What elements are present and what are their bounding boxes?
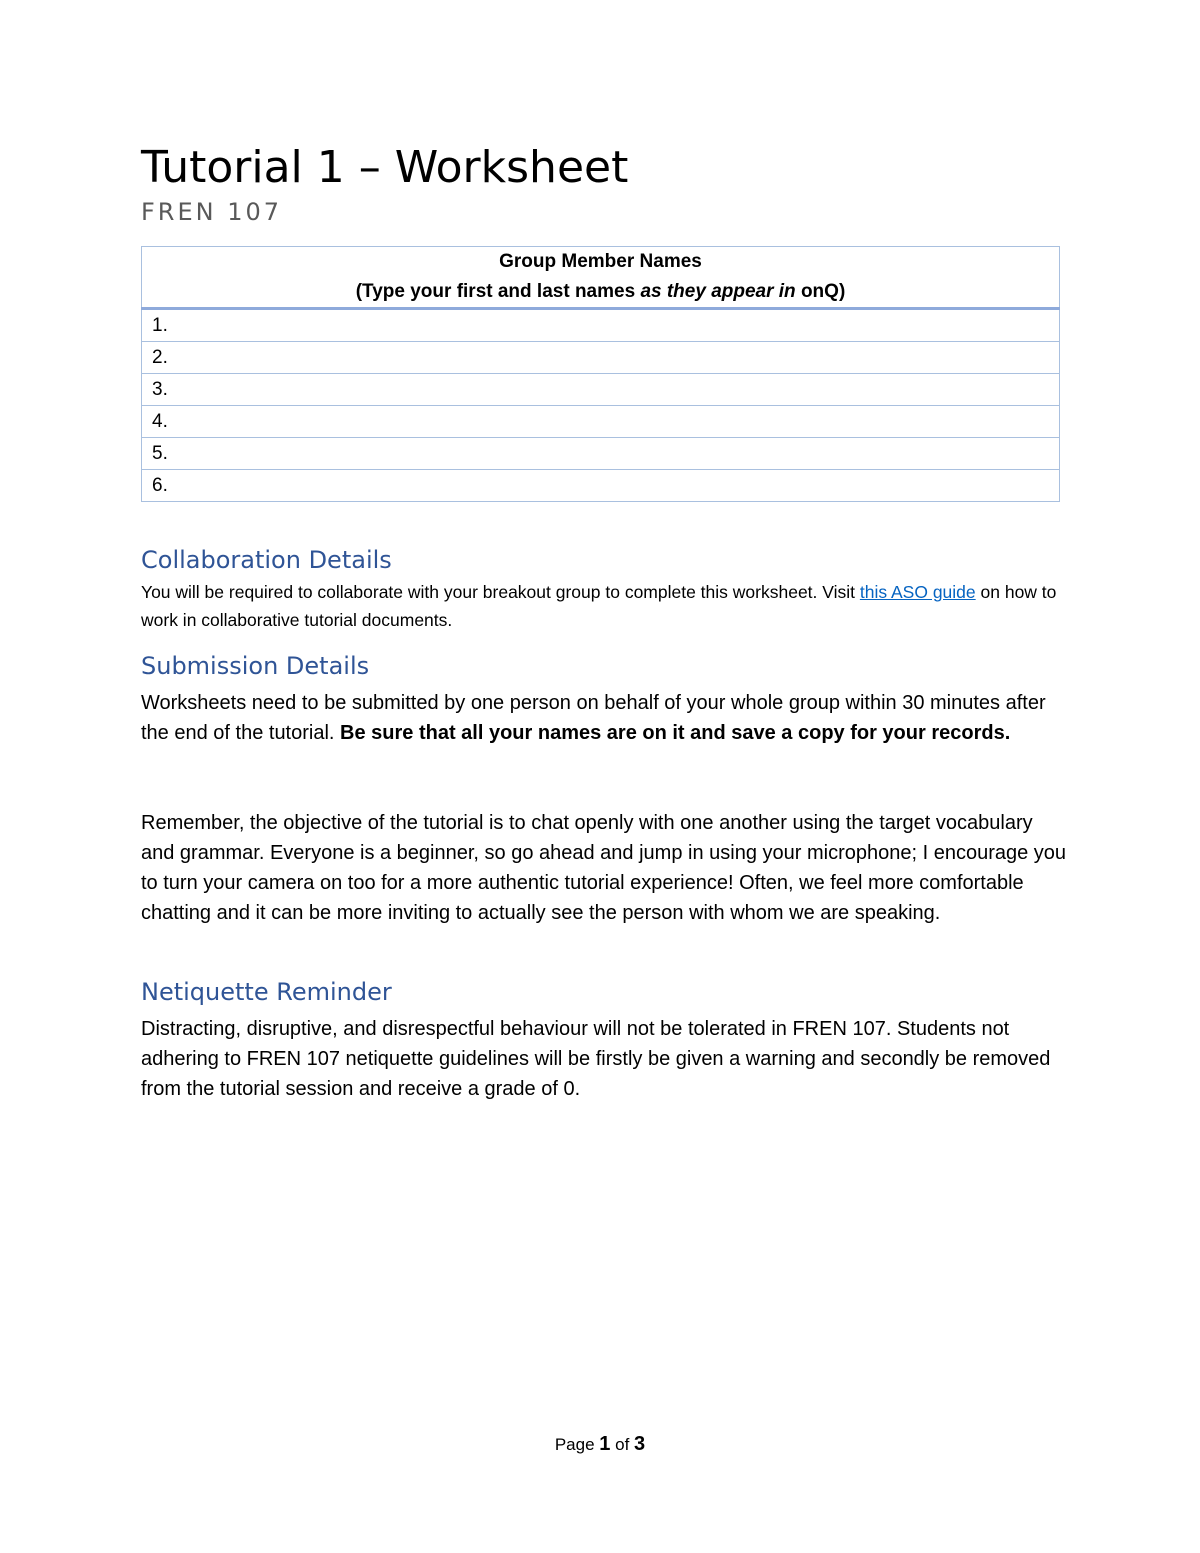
collaboration-heading: Collaboration Details xyxy=(141,546,392,574)
table-row xyxy=(142,309,1060,342)
table-header-title: Group Member Names xyxy=(499,251,702,272)
current-page-number: 1 xyxy=(599,1433,611,1455)
submission-paragraph: Worksheets need to be submitted by one person on behalf of your whole group within 30 minutes after the end of the tutorial. Be sure that all your names are on it and save a copy for your records. xyxy=(141,692,1046,744)
aso-guide-link[interactable]: this ASO guide xyxy=(859,582,976,602)
objective-paragraph: Remember, the objective of the tutorial is to chat openly with one another using the target vocabulary and grammar. Everyone is a beginner, so go ahead and jump in using your microphone; I encourage you to turn your camera on too for a more authentic tutorial experience! Often, we feel more comfortable chatting and it can be more inviting to actually see the person with whom we are speaking. xyxy=(141,812,1067,924)
total-page-count: 3 xyxy=(634,1433,646,1455)
group-members-table xyxy=(141,246,1060,502)
page-footer: Page 1 of 3 xyxy=(554,1433,646,1455)
course-code: FREN 107 xyxy=(141,198,283,226)
table-row xyxy=(142,374,1060,406)
submission-emphasis: Be sure that all your names are on it and save a copy for your records. xyxy=(340,722,1011,744)
table-row xyxy=(142,438,1060,470)
submission-heading: Submission Details xyxy=(141,652,370,680)
table-row xyxy=(142,470,1060,502)
netiquette-heading: Netiquette Reminder xyxy=(141,978,392,1006)
table-header xyxy=(142,247,1060,309)
table-row xyxy=(142,406,1060,438)
member-name-cell-3[interactable]: 3. xyxy=(142,374,1060,406)
document-title: Tutorial 1 – Worksheet xyxy=(141,142,629,193)
collaboration-paragraph: You will be required to collaborate with your breakout group to complete this worksheet. Visit this ASO guide on how to work in collaborative tutorial documents. xyxy=(141,582,1057,630)
table-header-instruction: (Type your first and last names as they appear in onQ) xyxy=(355,281,846,302)
table-row xyxy=(142,342,1060,374)
member-name-cell-5[interactable]: 5. xyxy=(142,438,1060,470)
netiquette-paragraph: Distracting, disruptive, and disrespectful behaviour will not be tolerated in FREN 107. Students not adhering to FREN 107 netiquette guidelines will be firstly be given a warning and secondly be removed from the tutorial session and receive a grade of 0. xyxy=(141,1018,1051,1100)
member-name-cell-1[interactable]: 1. xyxy=(142,309,1060,342)
member-name-cell-4[interactable]: 4. xyxy=(142,406,1060,438)
member-name-cell-6[interactable]: 6. xyxy=(142,470,1060,502)
member-name-cell-2[interactable]: 2. xyxy=(142,342,1060,374)
